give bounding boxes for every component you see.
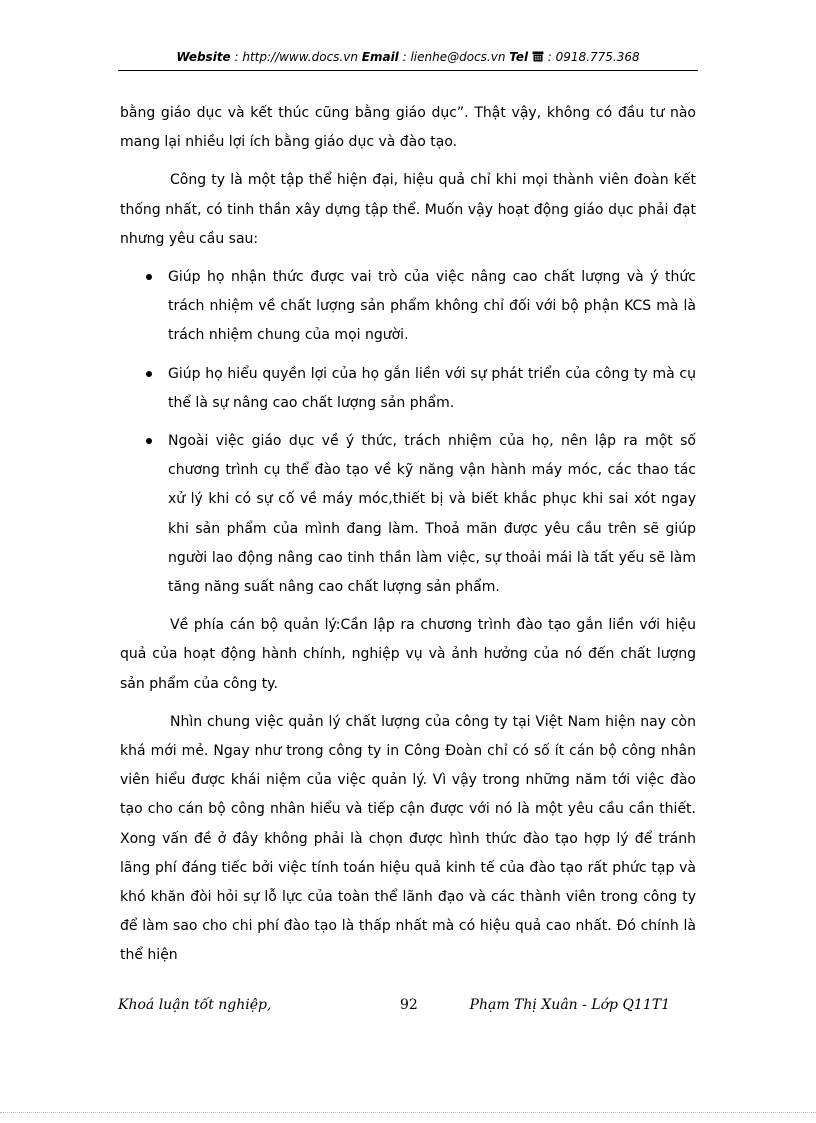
bullet-item xyxy=(120,360,696,418)
page-bottom-divider xyxy=(0,1112,816,1113)
footer-author: Phạm Thị Xuân - Lớp Q11T1 xyxy=(469,997,670,1013)
tel-value: : 0918.775.368 xyxy=(543,50,640,64)
email-value: : lienhe@docs.vn xyxy=(398,50,510,64)
website-label: Website xyxy=(176,50,231,64)
page-footer xyxy=(118,997,698,1019)
bullet-icon xyxy=(146,371,152,377)
paragraph-continued: bằng giáo dục và kết thúc cũng bằng giáo dục”. Thật vậy, không có đầu tư nào mang lại nhiều lợi ích bằng giáo dục và đào tạo. xyxy=(120,105,696,151)
bullet-item xyxy=(120,263,696,351)
document-body xyxy=(120,99,696,971)
bullet-list xyxy=(120,263,696,602)
bullet-text: Giúp họ nhận thức được vai trò của việc nâng cao chất lượng và ý thức trách nhiệm về chất lượng sản phẩm không chỉ đối với bộ phận KCS mà là trách nhiệm chung của mọi người. xyxy=(168,269,696,344)
phone-icon xyxy=(532,51,544,65)
bullet-text: Giúp họ hiểu quyền lợi của họ gắn liền với sự phát triển của công ty mà cụ thể là sự nâng cao chất lượng sản phẩm. xyxy=(168,365,696,411)
page-header xyxy=(118,50,698,65)
bullet-text: Ngoài việc giáo dục về ý thức, trách nhiệm của họ, nên lập ra một số chương trình cụ thể đào tạo về kỹ năng vận hành máy móc, các thao tác xử lý khi có sự cố về máy móc,thiết bị và biết khắc phục khi sai xót ngay khi sản phẩm của mình đang làm. Thoả mãn được yêu cầu trên sẽ giúp người lao động nâng cao tinh thần làm việc, sự thoải mái là tất yếu sẽ làm tăng năng suất nâng cao chất lượng sản phẩm. xyxy=(168,433,696,596)
paragraph: Công ty là một tập thể hiện đại, hiệu quả chỉ khi mọi thành viên đoàn kết thống nhất, có tinh thần xây dựng tập thể. Muốn vậy hoạt động giáo dục phải đạt nhưng yêu cầu sau: xyxy=(120,172,696,247)
email-label: Email xyxy=(361,50,399,64)
footer-thesis-label: Khoá luận tốt nghiệp, xyxy=(118,997,272,1013)
page-number: 92 xyxy=(400,997,418,1013)
header-divider xyxy=(118,70,698,71)
paragraph: Về phía cán bộ quản lý:Cần lập ra chương trình đào tạo gắn liền với hiệu quả của hoạt động hành chính, nghiệp vụ và ảnh hưởng của nó đến chất lượng sản phẩm của công ty. xyxy=(120,617,696,692)
bullet-icon xyxy=(146,438,152,444)
bullet-icon xyxy=(146,274,152,280)
paragraph: Nhìn chung việc quản lý chất lượng của công ty tại Việt Nam hiện nay còn khá mới mẻ. Ngay như trong công ty in Công Đoàn chỉ có số ít cán bộ công nhân viên hiểu được khái niệm của việc quản lý. Vì vậy trong những năm tới việc đào tạo cho cán bộ công nhân hiểu và tiếp cận được với nó là một yêu cầu cần thiết. Xong vấn đề ở đây không phải là chọn được hình thức đào tạo hợp lý để tránh lãng phí đáng tiếc bởi việc tính toán hiệu quả kinh tế của đào tạo rất phức tạp và khó khăn đòi hỏi sự lỗ lực của toàn thể lãnh đạo và các thành viên trong công ty để làm sao cho chi phí đào tạo là thấp nhất mà có hiệu quả cao nhất. Đó chính là thể hiện xyxy=(120,713,696,964)
website-value: : http://www.docs.vn xyxy=(230,50,362,64)
bullet-item xyxy=(120,427,696,602)
tel-label: Tel xyxy=(509,50,529,64)
